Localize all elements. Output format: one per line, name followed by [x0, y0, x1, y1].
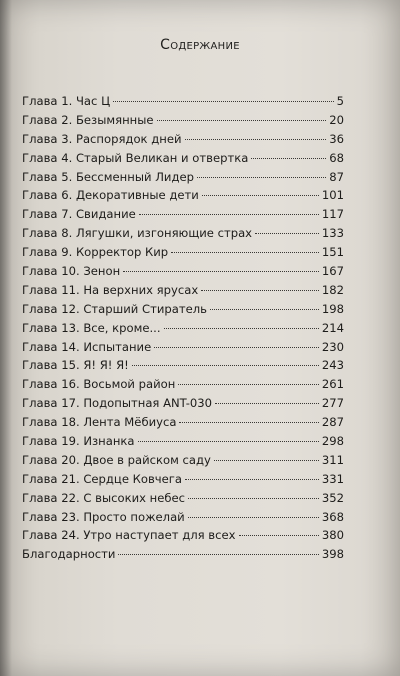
toc-entry-title: Глава 18. Лента Мёбиуса — [22, 415, 177, 430]
dot-leader — [118, 546, 318, 555]
toc-entry-page: 214 — [321, 320, 344, 335]
toc-entry-4 — [22, 151, 344, 170]
toc-entry-page: 398 — [321, 547, 344, 562]
toc-entry-page: 101 — [321, 188, 344, 203]
toc-entry-23 — [22, 510, 344, 529]
toc-entry-page: 117 — [321, 207, 344, 222]
table-of-contents — [22, 94, 344, 566]
toc-entry-page: 87 — [329, 169, 344, 184]
toc-entry-title: Глава 8. Лягушки, изгоняющие страх — [22, 226, 253, 241]
toc-entry-title: Глава 7. Свидание — [22, 207, 136, 222]
toc-entry-title: Глава 11. На верхних ярусах — [22, 282, 199, 297]
dot-leader — [185, 131, 327, 140]
dot-leader — [178, 376, 319, 385]
dot-leader — [214, 452, 319, 461]
toc-entry-title: Глава 15. Я! Я! Я! — [22, 358, 129, 373]
toc-entry-page: 261 — [321, 377, 344, 392]
dot-leader — [132, 357, 319, 366]
toc-entry-page: 352 — [321, 490, 344, 505]
toc-entry-14 — [22, 340, 344, 359]
toc-entry-3 — [22, 132, 344, 151]
toc-entry-6 — [22, 188, 344, 207]
page-title: Содержание — [160, 37, 240, 53]
toc-entry-page: 198 — [321, 301, 344, 316]
dot-leader — [188, 509, 319, 518]
toc-entry-page: 277 — [321, 396, 344, 411]
toc-entry-title: Глава 5. Бессменный Лидер — [22, 169, 194, 184]
toc-entry-title: Глава 21. Сердце Ковчега — [22, 471, 182, 486]
toc-entry-acknowledgements — [22, 547, 344, 566]
dot-leader — [188, 490, 319, 499]
toc-entry-title: Глава 10. Зенон — [22, 264, 121, 279]
toc-entry-title: Глава 16. Восьмой район — [22, 377, 176, 392]
toc-entry-8 — [22, 226, 344, 245]
toc-entry-page: 20 — [329, 112, 344, 127]
toc-entry-page: 36 — [329, 131, 344, 146]
dot-leader — [197, 169, 326, 178]
dot-leader — [154, 339, 319, 348]
toc-entry-10 — [22, 264, 344, 283]
dot-leader — [201, 282, 319, 291]
dot-leader — [185, 471, 319, 480]
toc-entry-title: Глава 20. Двое в райском саду — [22, 452, 211, 467]
dot-leader — [179, 414, 318, 423]
toc-entry-12 — [22, 302, 344, 321]
toc-entry-title: Глава 14. Испытание — [22, 339, 152, 354]
toc-entry-title: Глава 6. Декоративные дети — [22, 188, 199, 203]
toc-entry-page: 151 — [321, 245, 344, 260]
dot-leader — [171, 244, 319, 253]
toc-entry-title: Глава 22. С высоких небес — [22, 490, 186, 505]
toc-entry-page: 182 — [321, 282, 344, 297]
toc-entry-7 — [22, 207, 344, 226]
toc-entry-page: 287 — [321, 415, 344, 430]
toc-entry-title: Глава 17. Подопытная ANT-030 — [22, 396, 213, 411]
dot-leader — [251, 150, 326, 159]
toc-entry-15 — [22, 358, 344, 377]
toc-entry-18 — [22, 415, 344, 434]
toc-entry-17 — [22, 396, 344, 415]
toc-entry-21 — [22, 472, 344, 491]
toc-entry-16 — [22, 377, 344, 396]
toc-entry-22 — [22, 491, 344, 510]
toc-entry-page: 68 — [329, 150, 344, 165]
toc-entry-title: Глава 3. Распорядок дней — [22, 131, 182, 146]
toc-entry-20 — [22, 453, 344, 472]
dot-leader — [157, 112, 327, 121]
toc-entry-page: 230 — [321, 339, 344, 354]
toc-entry-1 — [22, 94, 344, 113]
toc-entry-19 — [22, 434, 344, 453]
toc-entry-title: Глава 12. Старший Стиратель — [22, 301, 207, 316]
toc-entry-24 — [22, 528, 344, 547]
dot-leader — [215, 395, 319, 404]
dot-leader — [255, 225, 319, 234]
dot-leader — [164, 320, 319, 329]
toc-entry-page: 167 — [321, 264, 344, 279]
toc-entry-title: Глава 4. Старый Великан и отвертка — [22, 150, 249, 165]
dot-leader — [210, 301, 319, 310]
toc-entry-page: 311 — [321, 452, 344, 467]
toc-entry-page: 298 — [321, 434, 344, 449]
toc-entry-title: Глава 24. Утро наступает для всех — [22, 528, 236, 543]
toc-entry-title: Глава 1. Час Ц — [22, 94, 111, 108]
dot-leader — [138, 433, 319, 442]
toc-entry-title: Глава 13. Все, кроме... — [22, 320, 161, 335]
toc-entry-9 — [22, 245, 344, 264]
toc-entry-title: Глава 2. Безымянные — [22, 112, 154, 127]
toc-entry-title: Благодарности — [22, 547, 116, 562]
toc-entry-11 — [22, 283, 344, 302]
toc-entry-page: 331 — [321, 471, 344, 486]
toc-entry-page: 380 — [321, 528, 344, 543]
toc-entry-page: 243 — [321, 358, 344, 373]
dot-leader — [139, 206, 319, 215]
toc-entry-2 — [22, 113, 344, 132]
toc-entry-5 — [22, 170, 344, 189]
dot-leader — [202, 187, 319, 196]
toc-entry-page: 368 — [321, 509, 344, 524]
toc-entry-title: Глава 19. Изнанка — [22, 434, 135, 449]
toc-entry-13 — [22, 321, 344, 340]
spine-shadow — [0, 0, 12, 676]
dot-leader — [123, 263, 319, 272]
toc-entry-page: 5 — [336, 94, 344, 108]
toc-entry-page: 133 — [321, 226, 344, 241]
dot-leader — [113, 93, 334, 102]
toc-entry-title: Глава 9. Корректор Кир — [22, 245, 169, 260]
dot-leader — [239, 527, 319, 536]
toc-entry-title: Глава 23. Просто пожелай — [22, 509, 185, 524]
